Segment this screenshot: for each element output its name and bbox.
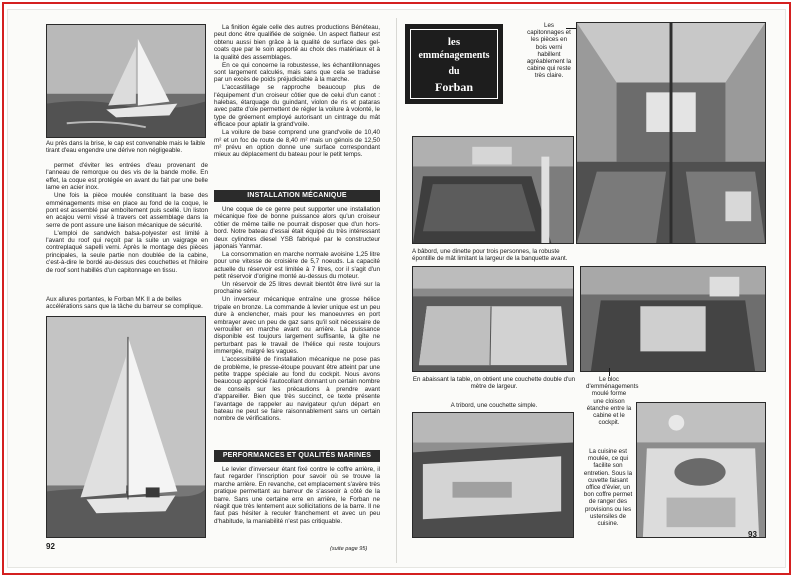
left-text-column-1 — [46, 162, 208, 272]
paragraph: La voilure de base comprend une grand'voile de 10,40 m² et un foc de route de 8,40 m² mais un génois de 12,50 m² prévu en option donne une surface correspondant mieux au déplacement du bateau pour le petit temps. — [214, 129, 380, 159]
page-number-left: 92 — [46, 542, 55, 551]
title-line-4: Forban — [434, 80, 473, 94]
photo-galley — [636, 402, 766, 538]
spine-gutter — [396, 18, 397, 563]
caption-beating: Au près dans la brise, le cap est convenable mais le faible tirant d'eau engendre une dérive non négligeable. — [46, 140, 206, 155]
paragraph: Le levier d'inverseur étant fixé contre le coffre arrière, il faut regarder l'inscription pour savoir où se trouve la marche arrière. En revanche, cet emplacement s'avère très pratique permettant au barreur de s'asseoir à côté de la barre. Sans une certaine erre en arrière, le Forban ne réagit que très lentement aux sollicitations de la barre. Il ne faut pas hésiter à reculer franchement et avec un peu d'habitude, la maniabilité n'est pas critiquable. — [214, 466, 380, 525]
photo-sailboat-beating — [46, 24, 206, 138]
caption-galley: La cuisine est moulée, ce qui facilite son entretien. Sous la cuvette faisant office d'évier, un bon coffre permet de ranger des provisions ou les ustensiles de cuisine. — [583, 448, 633, 528]
title-border — [410, 29, 498, 99]
left-text-column-2-mid — [214, 206, 380, 440]
photo-sailboat-downwind — [46, 316, 206, 538]
paragraph: L'accastillage se rapproche beaucoup plus de l'équipement d'un croiseur côtier que de celui d'un canot : halebas, étarquage du guindant, violon de ris et pataras avec patte d'oie permettent de régler la voilure à volonté, le type de gréement employé autorisant un cintrage du mât efficace pour aplatir la grand'voile. — [214, 84, 380, 129]
title-line-3: du — [448, 66, 460, 77]
photo-cabin-wide — [576, 22, 766, 244]
paragraph: La consommation en marche normale avoisine 1,25 litre pour une vitesse de croisière de 5,7 noeuds. La capacité actuelle du réservoir est limitée à 7 litres, cor il s'agit d'un petit réservoir d'origine monté au-dessus du moteur. — [214, 250, 380, 281]
paragraph: L'emploi de sandwich balsa-polyester est limité à l'avant du roof qui reçoit par la suite un vaigrage en contreplaqué sapelli verni. Après le montage des pièces principales, la seule partie non doublée de la cabine, c'est-à-dire le bordé au-dessus des couchettes et l'hiloire de roof sont habillés d'un capitonnage en tissu. — [46, 229, 208, 274]
caption-capitonnages: Les capitonnages et les pièces en bois verni habillent agréablement la cabine qui reste très claire. — [526, 22, 572, 80]
paragraph: Une coque de ce genre peut supporter une installation mécanique fixe de bonne puissance alors qu'un croiseur côtier de même taille ne pourrait disposer que d'un hors-bord. Notre bateau d'essai était équipé du très intéressant deux cylindres diesel YSB fabriqué par le constructeur japonais Yanmar. — [214, 206, 380, 251]
section-title-installation: INSTALLATION MÉCANIQUE — [214, 190, 380, 202]
photo-cockpit-bulkhead — [580, 266, 766, 372]
caption-dinette: A bâbord, une dinette pour trois personnes, la robuste épontille de mât limitant la largeur de la banquette avant. — [412, 248, 568, 263]
article-title-box — [405, 24, 503, 104]
paragraph: permet d'éviter les entrées d'eau provenant de l'anneau de remorque ou des vis de la bande molle. En effet, la coque est protégée en avant du fait par une belle lame en acier inox. — [46, 162, 208, 192]
paragraph: Un réservoir de 25 litres devrait bientôt être livré sur la prochaine série. — [214, 281, 380, 296]
paragraph: L'accessibilité de l'installation mécanique ne pose pas de problème, le presse-étoupe pouvant être atteint par une petite trappe spéciale au fond du cockpit. Nous avons beaucoup apprécié l'autocollant donnant un certain nombre de conseils sur les précautions à prendre avant d'appareiller. Bien que très succinct, ce texte présente l'avantage de rappeler au navigateur qu'un départ en bateau ne peut se faire raisonnablement sans un certain nombre de vérifications. — [214, 356, 380, 423]
page-number-right: 93 — [748, 530, 757, 539]
photo-double-berth — [412, 266, 574, 372]
photo-starboard-berth — [412, 412, 574, 538]
left-text-column-2-bottom — [214, 466, 380, 536]
paragraph: Une fois la pièce moulée constituant la base des emménagements mise en place au fond de la coque, le pont est assemblé par emboîtement puis scellé. Un liston en acajou verni vissé à travers cet assemblage dans la serre de pont assure une liaison mécanique de sécurité. — [46, 192, 208, 229]
caption-bloc: Le bloc d'emménagements moulé forme une cloison étanche entre la cabine et le cockpit. — [586, 376, 639, 427]
paragraph: La finition égale celle des autres productions Bénéteau, peut donc être qualifiée de soignée. Un aspect flatteur est obtenu aussi bien grâce à la qualité de surface des gel-coats que par le soin apporté au choix des matériaux et à la qualité des assemblages. — [214, 24, 380, 61]
photo-dinette-port — [412, 136, 574, 244]
paragraph: Un inverseur mécanique entraîne une grosse hélice tripale en bronze. La commande à levier unique est un peu dure à enclencher, mais pour les manoeuvres en port embrayer avec un peu de gaz sans qu'il soit nécessaire de verrouiller en marche avant ou arrière. La puissance disponible est toujours largement suffisante, la gîte ne perturbant pas le travail de l'hélice qui reste toujours immergée, malgré les vagues. — [214, 296, 380, 356]
caption-tribord: A tribord, une couchette simple. — [450, 402, 538, 409]
paragraph: En ce qui concerne la robustesse, les échantillonnages sont largement calculés, mais sans que cela se traduise par un excès de poids préjudiciable à la marche. — [214, 61, 380, 84]
section-title-performances: PERFORMANCES ET QUALITÉS MARINES — [214, 450, 380, 462]
title-line-2: emménagements — [418, 50, 490, 61]
continued-note: (suite page 95) — [330, 546, 368, 552]
caption-downwind: Aux allures portantes, le Forban MK II a de belles accélérations sans que la tâche du barreur se complique. — [46, 296, 203, 311]
title-line-1: les — [447, 36, 461, 48]
caption-double-berth: En abaissant la table, on obtient une couchette double d'un mètre de largeur. — [412, 376, 576, 391]
left-text-column-2-top — [214, 24, 380, 184]
caption-pointer — [566, 28, 576, 29]
caption-pointer — [609, 368, 610, 376]
